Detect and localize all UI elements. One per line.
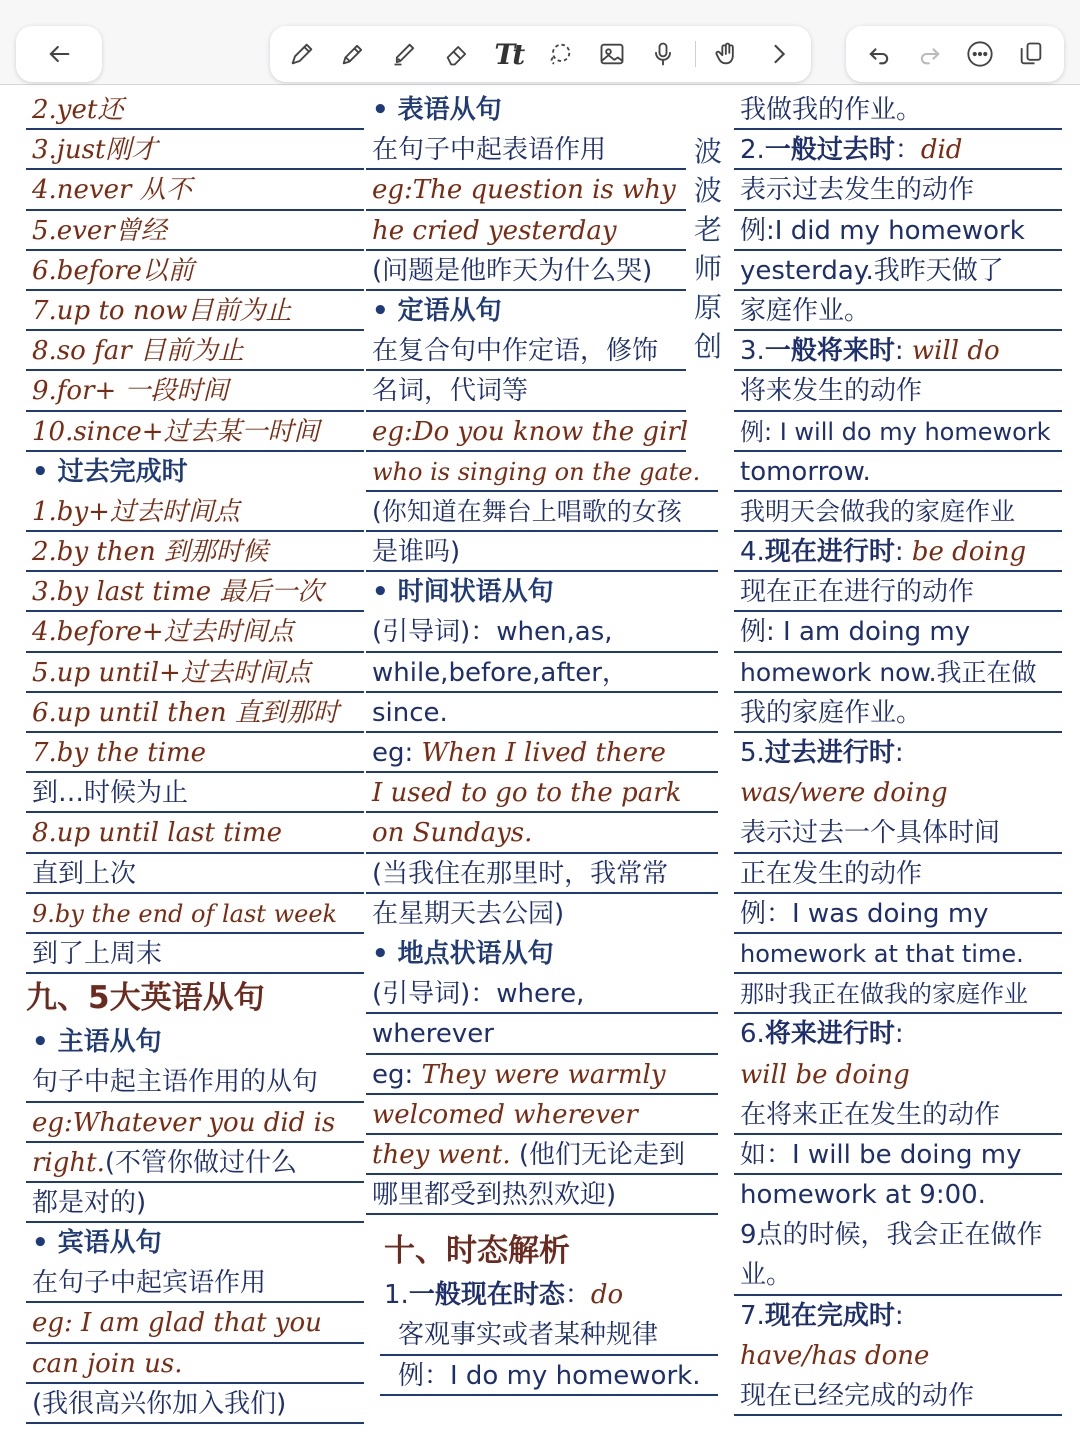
- note-line: 5.up until+过去时间点: [26, 653, 364, 693]
- note-line: 例：I was doing my: [734, 894, 1062, 934]
- note-line: eg:Do you know the girl: [366, 412, 686, 452]
- note-line: 名词，代词等: [366, 371, 686, 411]
- note-line: 3.by last time 最后一次: [26, 572, 364, 612]
- pages-icon[interactable]: [1011, 34, 1051, 74]
- image-icon[interactable]: [592, 34, 632, 74]
- heading-subject-clause: • 主语从句: [26, 1022, 364, 1062]
- note-line: 在句子中起宾语作用: [26, 1263, 364, 1303]
- heading-predicative-clause: • 表语从句: [366, 90, 718, 130]
- note-line: 我的家庭作业。: [734, 693, 1062, 733]
- note-line: homework at 9:00.: [740, 1180, 986, 1211]
- note-line: 业。: [734, 1255, 1062, 1295]
- note-line: 2.by then 到那时候: [26, 532, 364, 572]
- note-line: they went. (他们无论走到: [366, 1135, 718, 1175]
- highlighter-icon[interactable]: [385, 34, 425, 74]
- note-line: will be doing: [740, 1059, 910, 1090]
- section-heading-10: 十、时态解析: [384, 1233, 570, 1270]
- spacer: [366, 1215, 718, 1227]
- back-pill: [16, 26, 102, 82]
- pen-icon[interactable]: [282, 34, 322, 74]
- note-line: eg:The question is why: [366, 170, 686, 210]
- note-line: 都是对的): [26, 1183, 364, 1223]
- note-line: 将来发生的动作: [734, 371, 1062, 411]
- note-line: eg:Whatever you did is: [26, 1103, 364, 1143]
- note-line: 如：I will be doing my: [734, 1135, 1062, 1175]
- back-arrow-icon[interactable]: [39, 34, 79, 74]
- chevron-right-icon[interactable]: [759, 34, 799, 74]
- note-line: 9点的时候，我会正在做作: [740, 1220, 1043, 1251]
- text-tool-label: Tt: [494, 37, 523, 71]
- note-line: 7.by the time: [26, 733, 364, 773]
- note-line: 6.将来进行时:: [740, 1019, 904, 1050]
- author-watermark: [693, 132, 723, 366]
- right-actions: [846, 26, 1064, 82]
- note-line: who is singing on the gate.: [366, 452, 718, 492]
- note-line: 4.现在进行时: be doing: [734, 532, 1062, 572]
- heading-place-clause: • 地点状语从句: [366, 934, 718, 974]
- note-line: he cried yesterday: [366, 211, 686, 251]
- note-line: 直到上次: [26, 854, 364, 894]
- note-column-1: [26, 90, 364, 1424]
- note-line: 8.so far 目前为止: [26, 331, 364, 371]
- note-column-2: [366, 90, 718, 1396]
- note-line: eg: I am glad that you: [26, 1303, 364, 1343]
- note-line: 7.up to now目前为止: [26, 291, 364, 331]
- more-icon[interactable]: [960, 34, 1000, 74]
- note-line: (问题是他昨天为什么哭): [366, 251, 686, 291]
- note-line: 10.since+过去某一时间: [26, 412, 364, 452]
- note-line: 表示过去发生的动作: [734, 170, 1062, 210]
- heading-attributive-clause: • 定语从句: [366, 291, 718, 331]
- note-line: 6.before以前: [26, 251, 364, 291]
- note-line: eg: When I lived there: [366, 733, 718, 773]
- note-line: 到…时候为止: [26, 773, 364, 813]
- note-line: 例：I do my homework.: [380, 1356, 718, 1396]
- note-line: since.: [366, 693, 718, 733]
- note-line: wherever: [366, 1014, 718, 1054]
- note-line: welcomed wherever: [366, 1095, 718, 1135]
- note-line: (引导词)：when,as,: [366, 612, 718, 652]
- note-line: 例:I did my homework: [734, 211, 1062, 251]
- text-tool-icon[interactable]: [488, 34, 528, 74]
- note-line: (你知道在舞台上唱歌的女孩: [366, 492, 718, 532]
- note-line: 现在已经完成的动作: [734, 1376, 1062, 1416]
- note-line: 现在正在进行的动作: [734, 572, 1062, 612]
- note-line: eg: They were warmly: [366, 1055, 718, 1095]
- note-line: 例: I am doing my: [734, 612, 1062, 652]
- microphone-icon[interactable]: [643, 34, 683, 74]
- note-line: 4.never 从不: [26, 170, 364, 210]
- note-line: 2.yet还: [26, 90, 364, 130]
- lasso-icon[interactable]: [540, 34, 580, 74]
- note-line: right.(不管你做过什么: [26, 1143, 364, 1183]
- tool-palette: [270, 26, 811, 82]
- note-line: tomorrow.: [734, 452, 1062, 492]
- note-line: have/has done: [740, 1340, 930, 1371]
- note-line: 句子中起主语作用的从句: [26, 1062, 364, 1102]
- note-line: 正在发生的动作: [734, 854, 1062, 894]
- watermark-char: 原: [693, 291, 722, 324]
- hand-touch-icon[interactable]: [707, 34, 747, 74]
- note-line: 6.up until then 直到那时: [26, 693, 364, 733]
- note-line: can join us.: [26, 1344, 364, 1384]
- note-line: was/were doing: [740, 778, 948, 809]
- note-line: 我明天会做我的家庭作业: [734, 492, 1062, 532]
- toolbar: [0, 0, 1080, 85]
- note-line: 到了上周末: [26, 934, 364, 974]
- note-line: 哪里都受到热烈欢迎): [366, 1175, 718, 1215]
- section-heading-9: 九、5大英语从句: [26, 980, 265, 1017]
- note-line: 在句子中起表语作用: [366, 130, 686, 170]
- note-line: 1.一般现在时态：do: [384, 1280, 624, 1311]
- note-line: 5.ever曾经: [26, 211, 364, 251]
- note-line: (当我住在那里时，我常常: [366, 854, 718, 894]
- note-line: 1.by+过去时间点: [26, 492, 364, 532]
- note-line: 在将来正在发生的动作: [734, 1095, 1062, 1135]
- note-line: 我做我的作业。: [734, 90, 1062, 130]
- note-line: yesterday.我昨天做了: [734, 251, 1062, 291]
- note-line: 2.一般过去时：did: [734, 130, 1062, 170]
- heading-object-clause: • 宾语从句: [26, 1223, 364, 1263]
- note-line: 在星期天去公园): [372, 898, 565, 929]
- note-line: 家庭作业。: [734, 291, 1062, 331]
- watermark-char: 师: [693, 252, 722, 285]
- note-line: 是谁吗): [366, 532, 718, 572]
- note-line: 5.过去进行时:: [740, 738, 904, 768]
- note-line: 9.by the end of last week: [26, 894, 364, 934]
- heading-past-perfect: • 过去完成时: [26, 452, 364, 492]
- watermark-char: 波: [693, 174, 722, 207]
- note-line: 客观事实或者某种规律: [380, 1315, 718, 1355]
- pencil-icon[interactable]: [333, 34, 373, 74]
- eraser-icon[interactable]: [437, 34, 477, 74]
- note-line: 7.现在完成时:: [740, 1300, 904, 1331]
- note-line: 例: I will do my homework: [734, 412, 1062, 452]
- note-line: 3.just刚才: [26, 130, 364, 170]
- watermark-char: 老: [693, 213, 722, 246]
- note-line: while,before,after，: [366, 653, 718, 693]
- watermark-char: 创: [693, 330, 722, 363]
- redo-icon[interactable]: [910, 34, 950, 74]
- note-line: 3.一般将来时: will do: [734, 331, 1062, 371]
- note-line: 在复合句中作定语，修饰: [366, 331, 686, 371]
- note-line: (我很高兴你加入我们): [26, 1384, 364, 1424]
- note-line: on Sundays.: [366, 813, 718, 853]
- note-line: homework at that time.: [734, 934, 1062, 974]
- note-line: 9.for+ 一段时间: [26, 371, 364, 411]
- note-line: (引导词)：where,: [366, 974, 718, 1014]
- watermark-char: 波: [693, 135, 722, 168]
- note-column-3: [734, 90, 1062, 1416]
- undo-icon[interactable]: [859, 34, 899, 74]
- note-line: 那时我正在做我的家庭作业: [734, 974, 1062, 1014]
- note-line: homework now.我正在做: [734, 653, 1062, 693]
- note-line: I used to go to the park: [366, 773, 718, 813]
- note-line: 表示过去一个具体时间: [734, 813, 1062, 853]
- note-line: 4.before+过去时间点: [26, 612, 364, 652]
- toolbar-divider: [695, 41, 696, 67]
- heading-time-clause: • 时间状语从句: [366, 572, 718, 612]
- note-line: 8.up until last time: [26, 813, 364, 853]
